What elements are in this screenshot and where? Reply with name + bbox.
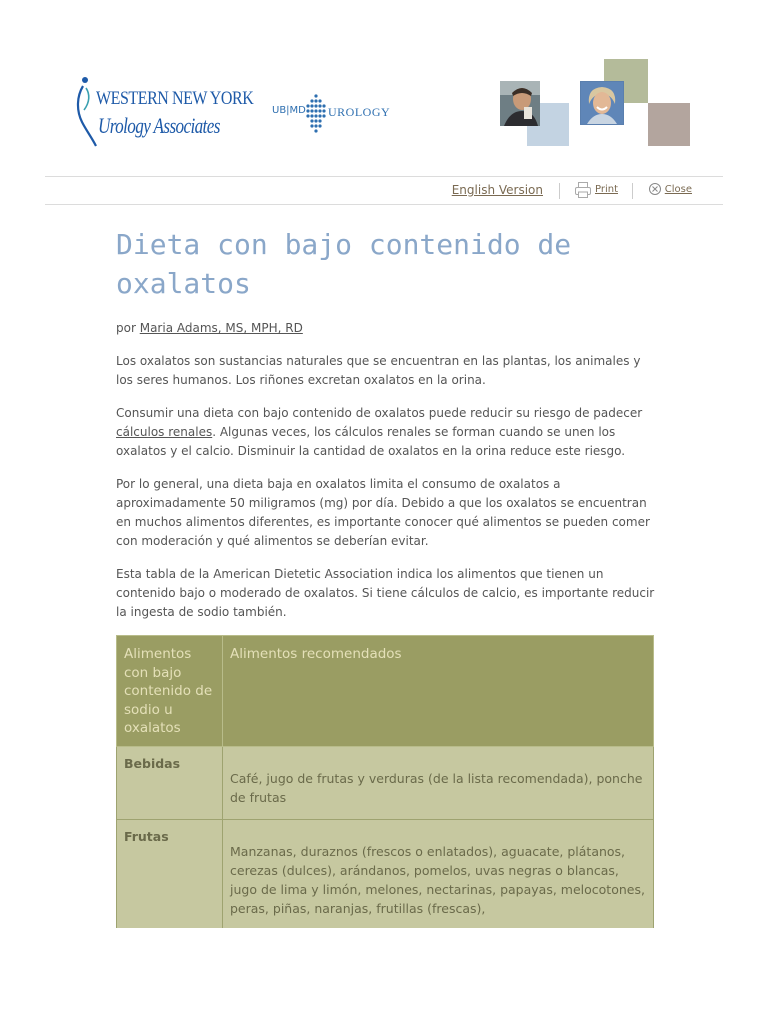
figure-swoosh-icon [76,74,100,150]
print-link[interactable]: Print [594,184,618,195]
risk-paragraph [116,404,656,461]
table-header-row [117,636,654,747]
page-cutoff [100,928,680,1024]
byline-prefix: por [116,321,140,335]
patient-photo-woman [580,81,624,125]
toolbar-divider [632,183,633,199]
dot-grid-icon [305,93,327,137]
table-intro-paragraph: Esta tabla de la American Dietetic Association indica los alimentos que tienen un contenido bajo o moderado de oxalatos. Si tiene cálculos de calcio, es importante reducir la ingesta de sodio también. [116,567,655,619]
column-header-category: Alimentos con bajo contenido de sodio u oxalatos [117,636,223,747]
close-icon[interactable] [648,182,662,196]
column-header-recommended: Alimentos recomendados [223,636,654,747]
close-link[interactable]: Close [664,184,692,195]
logo-subtitle: Urology Associates [98,113,220,138]
page-title: Dieta con bajo contenido de oxalatos [116,228,572,300]
toolbar-divider [559,183,560,199]
row-category: Frutas [117,820,223,931]
printer-icon[interactable] [574,181,592,199]
row-foods: Café, jugo de frutas y verduras (de la lista recomendada), ponche de frutas [223,747,654,820]
decor-square-taupe [648,103,690,146]
diet-table [116,635,654,931]
ubmd-urology-logo[interactable] [272,93,391,137]
logo-title: WESTERN NEW YORK [96,88,254,109]
man-portrait-icon [500,81,540,126]
article-content [116,225,656,622]
risk-text-before: Consumir una dieta con bajo contenido de oxalatos puede reducir su riesgo de padecer [116,406,643,420]
table-row [117,820,654,931]
author-link[interactable]: Maria Adams, MS, MPH, RD [139,321,303,335]
patient-photo-man [500,81,540,126]
english-version-link[interactable]: English Version [451,183,543,197]
risk-text-after: . Algunas veces, los cálculos renales se forman cuando se unen los oxalatos y el calcio. Disminuir la cantidad de oxalatos en la orina reduce este riesgo. [116,425,626,458]
ubmd-label: UB|MD [272,105,306,116]
limit-paragraph: Por lo general, una dieta baja en oxalatos limita el consumo de oxalatos a aproximadamente 50 miligramos (mg) por día. Debido a que los oxalatos se encuentran en muchos alimentos diferentes, es importante conocer qué alimentos se pueden comer con moderación y qué alimentos se deberían evitar. [116,477,650,548]
woman-portrait-icon [581,82,623,124]
row-category: Bebidas [117,747,223,820]
byline [116,319,656,338]
intro-paragraph: Los oxalatos son sustancias naturales que se encuentran en las plantas, los animales y los seres humanos. Los riñones excretan oxalatos en la orina. [116,354,641,387]
toolbar-bottom-rule [45,204,723,205]
kidney-stones-link[interactable]: cálculos renales [116,425,213,439]
wny-urology-logo[interactable] [76,74,254,150]
page-toolbar [45,177,723,204]
site-header [0,0,768,176]
table-row [117,747,654,820]
row-foods: Manzanas, duraznos (frescos o enlatados), aguacate, plátanos, cerezas (dulces), arándanos, pomelos, uvas negras o blancas, jugo de lima y limón, melones, nectarinas, papayas, melocotones, peras, piñas, naranjas, frutillas (frescas), [223,820,654,931]
urology-label: UROLOGY [328,105,391,119]
